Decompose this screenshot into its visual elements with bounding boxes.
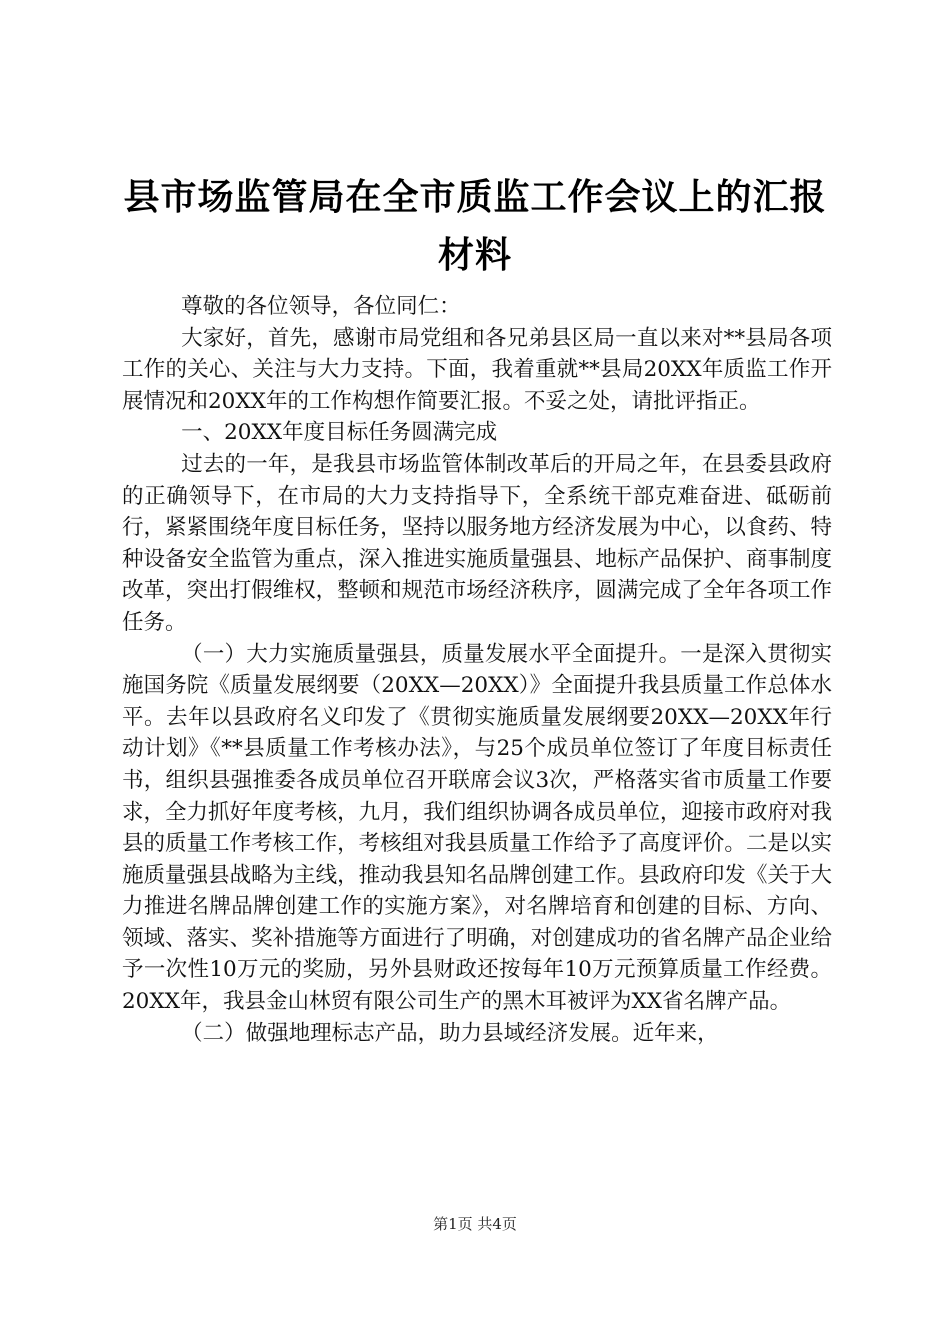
geographic-indication-paragraph: （二）做强地理标志产品，助力县域经济发展。近年来， <box>181 1020 719 1046</box>
salutation-paragraph: 尊敬的各位领导，各位同仁： <box>181 294 461 319</box>
page-footer: 第1页 共4页 <box>433 1215 517 1233</box>
section-heading: 一、20XX年度目标任务圆满完成 <box>181 420 498 446</box>
overview-paragraph: 过去的一年，是我县市场监管体制改革后的开局之年，在县委县政府的正确领导下，在市局的大力支持指导下，全系统干部克难奋进、砥砺前行，紧紧围绕年度目标任务，坚持以服务地方经济发展为中心，以食药、特种设备安全监管为重点，深入推进实施质量强县、地标产品保护、商事制度改革，突出打假维权，整顿和规范市场经济秩序，圆满完成了全年各项工作任务。 <box>122 451 832 635</box>
opening-paragraph: 大家好，首先，感谢市局党组和各兄弟县区局一直以来对**县局各项工作的关心、关注与大力支持。下面，我着重就**县局20XX年质监工作开展情况和20XX年的工作构想作简要汇报。不妥之处，请批评指正。 <box>122 325 832 414</box>
quality-paragraph: （一）大力实施质量强县，质量发展水平全面提升。一是深入贯彻实施国务院《质量发展纲要（20XX—20XX）》全面提升我县质量工作总体水平。去年以县政府名义印发了《贯彻实施质量发展纲要20XX—20XX年行动计划》《**县质量工作考核办法》，与25个成员单位签订了年度目标责任书，组织县强推委各成员单位召开联席会议3次，严格落实省市质量工作要求，全力抓好年度考核，九月，我们组织协调各成员单位，迎接市政府对我县的质量工作考核工作，考核组对我县质量工作给予了高度评价。二是以实施质量强县战略为主线，推动我县知名品牌创建工作。县政府印发《关于大力推进名牌品牌创建工作的实施方案》，对名牌培育和创建的目标、方向、领域、落实、奖补措施等方面进行了明确，对创建成功的省名牌产品企业给予一次性10万元的奖励，另外县财政还按每年10万元预算质量工作经费。20XX年，我县金山林贸有限公司生产的黑木耳被评为XX省名牌产品。 <box>122 641 832 1015</box>
document-body <box>122 291 832 1049</box>
document-title: 县市场监管局在全市质监工作会议上的汇报材料 <box>123 176 827 276</box>
